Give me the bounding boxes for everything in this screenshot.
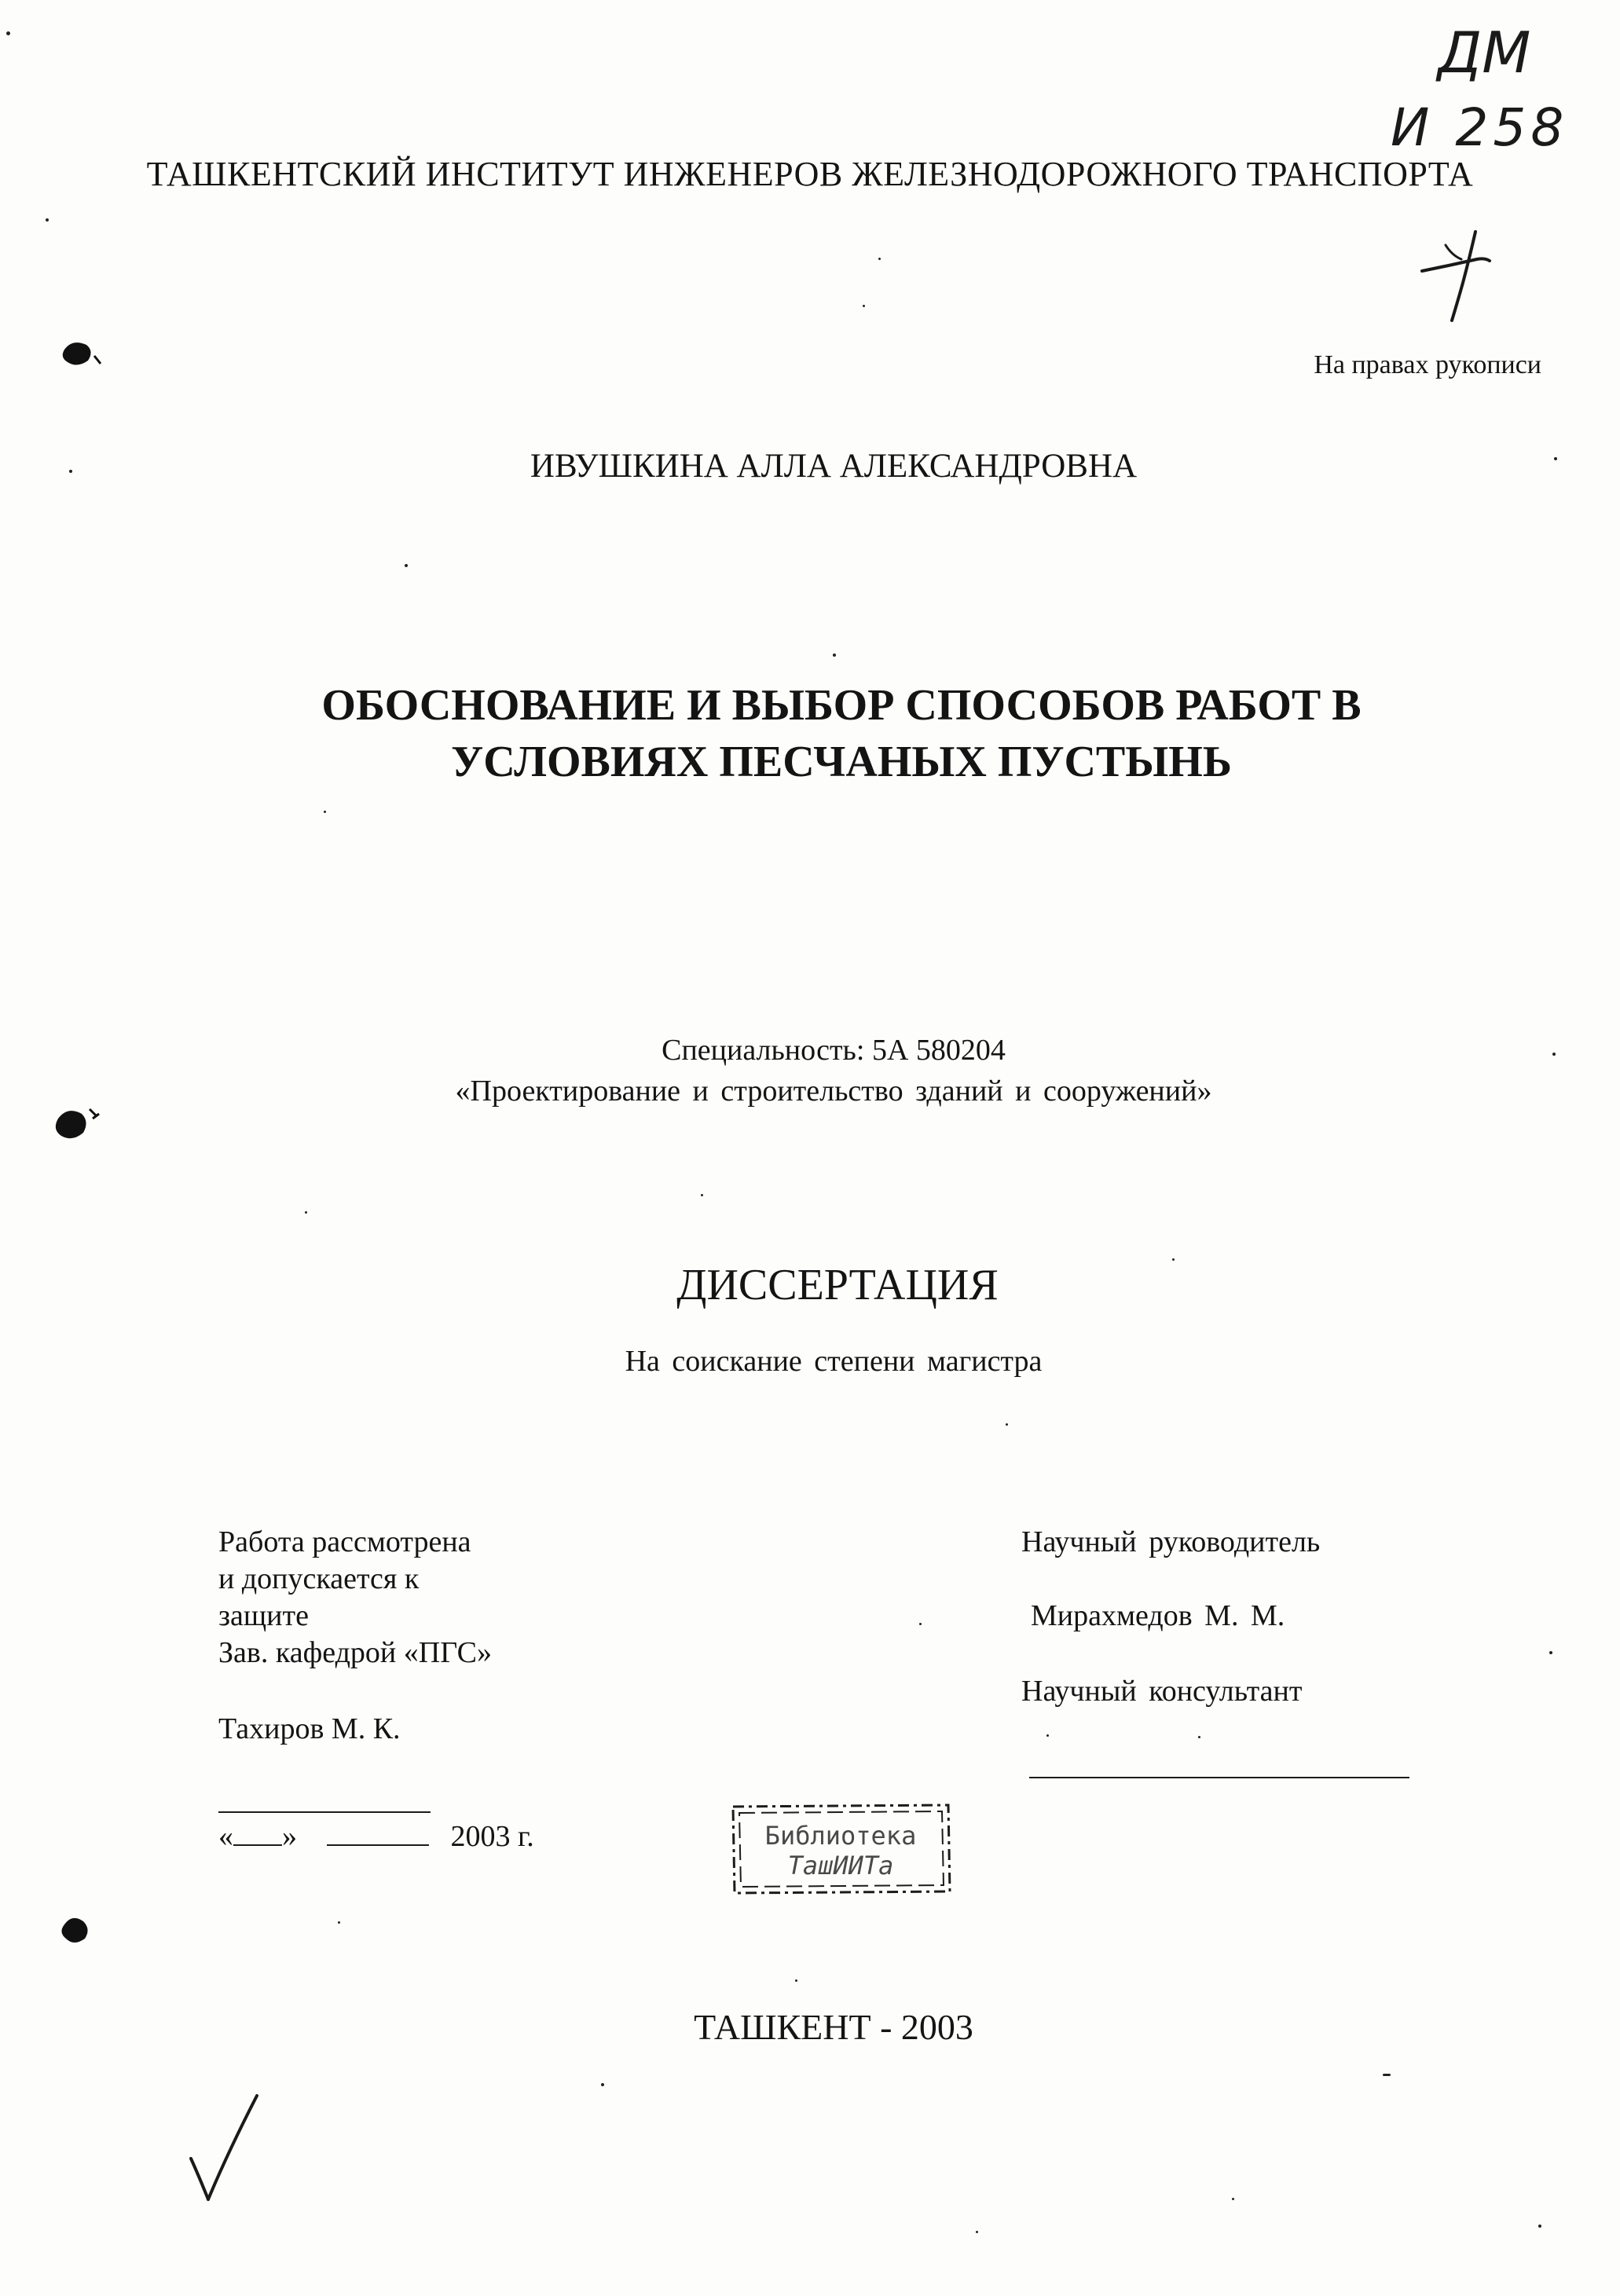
thesis-title bbox=[0, 677, 1620, 790]
scan-speck bbox=[1538, 2225, 1541, 2228]
scan-speck bbox=[833, 654, 836, 657]
date-quote-close: » bbox=[282, 1820, 297, 1853]
scan-speck bbox=[1383, 2074, 1391, 2076]
scan-speck bbox=[863, 305, 865, 307]
handwritten-mark bbox=[1414, 228, 1501, 330]
specialty-name: «Проектирование и строительство зданий и сооружений» bbox=[455, 1075, 1212, 1108]
date-day-blank bbox=[233, 1821, 282, 1846]
punch-hole-mark bbox=[49, 1101, 101, 1148]
scan-speck bbox=[1198, 1736, 1200, 1738]
scan-speck bbox=[305, 1211, 307, 1214]
archive-code-line2: И 258 bbox=[1391, 97, 1569, 157]
scan-speck bbox=[878, 258, 881, 260]
date-year: 2003 г. bbox=[450, 1820, 534, 1853]
author-name: ИВУШКИНА АЛЛА АЛЕКСАНДРОВНА bbox=[530, 448, 1138, 485]
scan-speck bbox=[1232, 2198, 1234, 2200]
approval-line2: и допускается к bbox=[218, 1562, 420, 1595]
supervisor-label: Научный руководитель bbox=[1021, 1525, 1321, 1558]
scan-speck bbox=[1552, 1053, 1556, 1056]
institute-name: ТАШКЕНТСКИЙ ИНСТИТУТ ИНЖЕНЕРОВ ЖЕЛЕЗНОДОРОЖНОГО ТРАНСПОРТА bbox=[146, 155, 1474, 193]
date-month-blank bbox=[327, 1821, 429, 1846]
punch-hole-mark bbox=[57, 1910, 96, 1950]
city-year: ТАШКЕНТ - 2003 bbox=[694, 2007, 973, 2047]
scan-speck bbox=[405, 564, 408, 567]
library-stamp bbox=[727, 1799, 955, 1901]
consultant-label: Научный консультант bbox=[1021, 1675, 1303, 1708]
document-type: ДИССЕРТАЦИЯ bbox=[676, 1261, 999, 1309]
scan-speck bbox=[324, 811, 326, 813]
archive-code-line1: ДМ bbox=[1438, 20, 1531, 86]
punch-hole-mark bbox=[57, 334, 104, 373]
scan-speck bbox=[6, 31, 10, 35]
scan-speck bbox=[1006, 1423, 1008, 1426]
approval-date bbox=[218, 1821, 534, 1851]
approval-line4: Зав. кафедрой «ПГС» bbox=[218, 1636, 493, 1669]
stamp-line2: ТашИИТа bbox=[787, 1851, 894, 1880]
manuscript-note: На правах рукописи bbox=[1314, 350, 1541, 379]
approval-line3: защите bbox=[218, 1599, 309, 1632]
scan-speck bbox=[701, 1194, 703, 1196]
handwritten-archive-code bbox=[1383, 16, 1587, 157]
approver-signature-line bbox=[218, 1811, 431, 1813]
approver-name: Тахиров М. К. bbox=[218, 1712, 401, 1745]
approval-line1: Работа рассмотрена bbox=[218, 1525, 471, 1558]
degree-note: На соискание степени магистра bbox=[625, 1345, 1043, 1378]
scan-speck bbox=[69, 470, 72, 473]
scan-speck bbox=[1046, 1734, 1049, 1737]
stamp-line1: Библиотека bbox=[764, 1821, 917, 1851]
scan-speck bbox=[338, 1921, 340, 1924]
thesis-title-line2: УСЛОВИЯХ ПЕСЧАНЫХ ПУСТЫНЬ bbox=[451, 738, 1232, 786]
approval-block bbox=[218, 1524, 627, 1672]
scan-speck bbox=[976, 2231, 978, 2233]
scan-speck bbox=[1172, 1258, 1175, 1261]
scan-speck bbox=[919, 1623, 922, 1625]
supervisor-name: Мирахмедов М. М. bbox=[1031, 1599, 1285, 1632]
scan-speck bbox=[795, 1979, 797, 1982]
scan-speck bbox=[1554, 457, 1557, 460]
handwritten-checkmark bbox=[185, 2089, 271, 2207]
thesis-title-line1: ОБОСНОВАНИЕ И ВЫБОР СПОСОБОВ РАБОТ В bbox=[321, 681, 1362, 730]
specialty-label: Специальность: 5А 580204 bbox=[662, 1034, 1006, 1067]
scan-speck bbox=[1549, 1651, 1552, 1654]
date-quote-open: « bbox=[218, 1820, 233, 1853]
consultant-signature-line bbox=[1029, 1777, 1409, 1778]
scan-speck bbox=[601, 2083, 604, 2086]
scan-speck bbox=[46, 218, 49, 222]
